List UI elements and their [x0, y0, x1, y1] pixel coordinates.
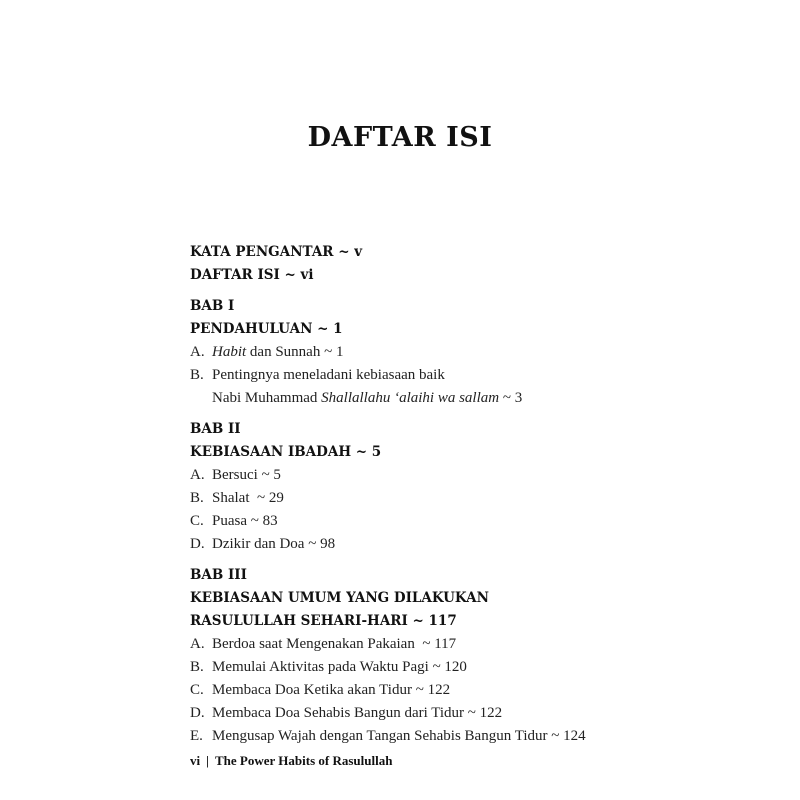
item-letter: C. [190, 513, 204, 529]
toc-entry-daftar-isi: DAFTAR ISI ~ vi [190, 267, 314, 283]
item-text: Mengusap Wajah dengan Tangan Sehabis Bangun Tidur ~ 124 [212, 728, 586, 744]
item-text: Puasa ~ 83 [212, 513, 278, 529]
item-text: Berdoa saat Mengenakan Pakaian ~ 117 [212, 636, 457, 652]
item-letter: B. [190, 490, 204, 506]
running-title: The Power Habits of Rasulullah [215, 753, 393, 768]
item-text: Dzikir dan Doa ~ 98 [212, 536, 336, 552]
chapter-title: KEBIASAAN UMUM YANG DILAKUKAN [190, 590, 489, 606]
list-item [190, 341, 610, 364]
page-footer [190, 753, 392, 769]
item-text: Membaca Doa Sehabis Bangun dari Tidur ~ 122 [212, 705, 503, 721]
item-text: Membaca Doa Ketika akan Tidur ~ 122 [212, 682, 451, 698]
item-letter: B. [190, 367, 204, 383]
list-item [190, 533, 610, 556]
item-letter: A. [190, 467, 205, 483]
item-text-pre: Nabi Muhammad [212, 390, 322, 406]
item-letter: A. [190, 344, 205, 360]
list-item [190, 464, 610, 487]
chapter-title: PENDAHULUAN ~ 1 [190, 321, 343, 337]
item-text-post: ~ 3 [499, 390, 523, 406]
item-letter: C. [190, 682, 204, 698]
item-text: Memulai Aktivitas pada Waktu Pagi ~ 120 [212, 659, 467, 675]
toc-entry-kata-pengantar: KATA PENGANTAR ~ v [190, 244, 363, 260]
item-letter: E. [190, 728, 203, 744]
item-letter: B. [190, 659, 204, 675]
item-text: Shalat ~ 29 [212, 490, 284, 506]
list-item [190, 487, 610, 510]
list-item [190, 656, 610, 679]
item-text [212, 341, 343, 364]
list-item [190, 725, 610, 748]
list-item [190, 364, 610, 387]
list-item [190, 633, 610, 656]
list-item [190, 679, 610, 702]
chapter-label: BAB II [190, 421, 241, 437]
item-letter: A. [190, 636, 205, 652]
item-text: Pentingnya meneladani kebiasaan baik [212, 367, 445, 383]
page-title: DAFTAR ISI [307, 122, 493, 153]
chapter-label: BAB III [190, 567, 247, 583]
list-item-continuation [190, 387, 610, 410]
page-number: vi [190, 753, 201, 768]
item-text-rest: dan Sunnah ~ 1 [246, 344, 344, 360]
item-text-italic: Habit [212, 344, 247, 360]
chapter-label: BAB I [190, 298, 235, 314]
item-text: Bersuci ~ 5 [212, 467, 281, 483]
item-letter: D. [190, 536, 205, 552]
item-letter: D. [190, 705, 205, 721]
table-of-contents [190, 241, 610, 748]
footer-separator: | [206, 753, 209, 768]
chapter-title: RASULULLAH SEHARI-HARI ~ 117 [190, 613, 457, 629]
list-item [190, 702, 610, 725]
chapter-title: KEBIASAAN IBADAH ~ 5 [190, 444, 382, 460]
item-text-italic: Shallallahu ‘alaihi wa sallam [321, 390, 500, 406]
list-item [190, 510, 610, 533]
